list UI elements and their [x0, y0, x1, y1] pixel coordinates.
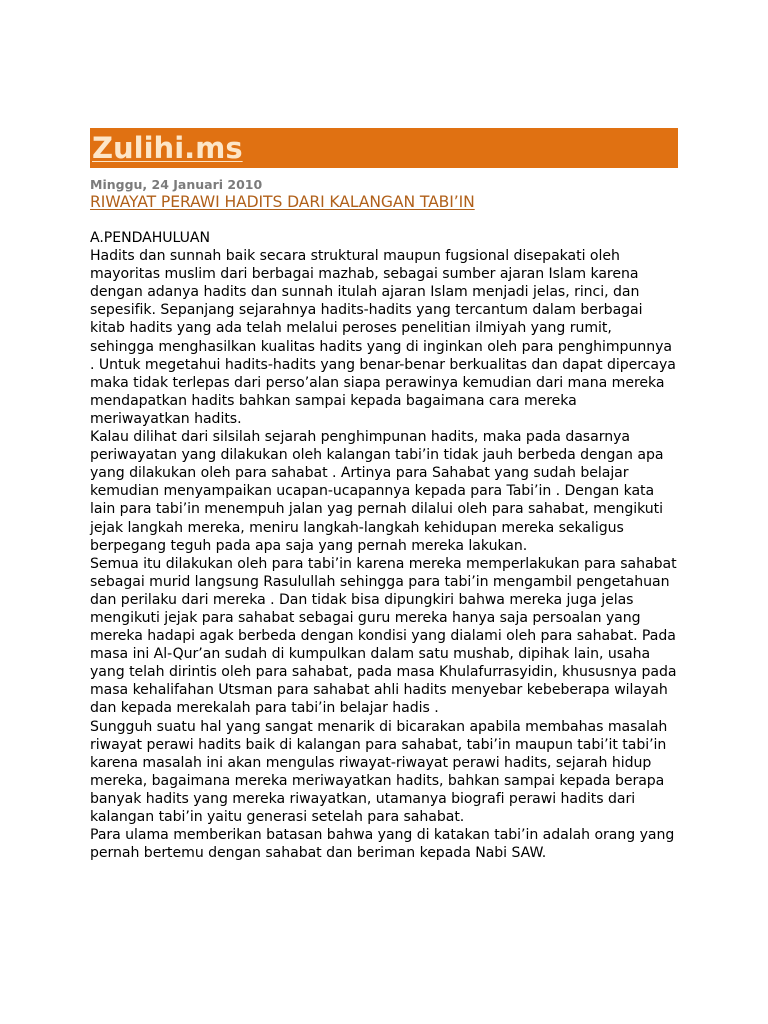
section-heading: A.PENDAHULUAN	[90, 230, 210, 246]
post-date: Minggu, 24 Januari 2010	[90, 177, 263, 192]
paragraph: Para ulama memberikan batasan bahwa yang di katakan tabi’in adalah orang yang pernah bertemu dengan sahabat dan beriman kepada Nabi SAW.	[90, 827, 675, 862]
post-body	[90, 229, 678, 862]
paragraph: Hadits dan sunnah baik secara struktural maupun fugsional disepakati oleh mayoritas muslim dari berbagai mazhab, sebagai sumber ajaran Islam karena dengan adanya hadits dan sunnah itulah ajaran Islam menjadi jelas, rinci, dan sepesifik. Sepanjang sejarahnya hadits-hadits yang tercantum dalam berbagai kitab hadits yang ada telah melalui peroses penelitian ilmiyah yang rumit, sehingga menghasilkan kualitas hadits yang di inginkan oleh para penghimpunnya . Untuk megetahui hadits-hadits yang benar-benar berkualitas dan dapat dipercaya maka tidak terlepas dari perso’alan siapa perawinya kemudian dari mana mereka mendapatkan hadits bahkan sampai kepada bagaimana cara mereka meriwayatkan hadits.	[90, 248, 676, 427]
blog-header-bar	[90, 128, 678, 168]
paragraph: Sungguh suatu hal yang sangat menarik di bicarakan apabila membahas masalah riwayat perawi hadits baik di kalangan para sahabat, tabi’in maupun tabi’it tabi’in karena masalah ini akan mengulas riwayat-riwayat perawi hadits, sejarah hidup mereka, bagaimana mereka meriwayatkan hadits, bahkan sampai kepada berapa banyak hadits yang mereka riwayatkan, utamanya biografi perawi hadits dari kalangan tabi’in yaitu generasi setelah para sahabat.	[90, 718, 668, 825]
blog-page	[90, 128, 678, 862]
blog-title-link[interactable]: Zulihi.ms	[92, 131, 243, 165]
paragraph: Semua itu dilakukan oleh para tabi’in karena mereka memperlakukan para sahabat sebagai murid langsung Rasulullah sehingga para tabi’in mengambil pengetahuan dan perilaku dari mereka . Dan tidak bisa dipungkiri bahwa mereka juga jelas mengikuti jejak para sahabat sebagai guru mereka hanya saja persoalan yang mereka hadapi agak berbeda dengan kondisi yang dialami oleh para sahabat. Pada masa ini Al-Qur’an sudah di kumpulkan dalam satu mushab, dipihak lain, usaha yang telah dirintis oleh para sahabat, pada masa Khulafurrasyidin, khususnya pada masa kehalifahan Utsman para sahabat ahli hadits menyebar kebeberapa wilayah dan kepada merekalah para tabi’in belajar hadis .	[90, 555, 677, 717]
paragraph: Kalau dilihat dari silsilah sejarah penghimpunan hadits, maka pada dasarnya periwayatan yang dilakukan oleh kalangan tabi’in tidak jauh berbeda dengan apa yang dilakukan oleh para sahabat . Artinya para Sahabat yang sudah belajar kemudian menyampaikan ucapan-ucapannya kepada para Tabi’in . Dengan kata lain para tabi’in menempuh jalan yag pernah dilalui oleh para sahabat, mengikuti jejak langkah mereka, meniru langkah-langkah kehidupan mereka sekaligus berpegang teguh pada apa saja yang pernah mereka lakukan.	[90, 429, 664, 554]
post-title-link[interactable]: RIWAYAT PERAWI HADITS DARI KALANGAN TABI’IN	[90, 193, 475, 211]
